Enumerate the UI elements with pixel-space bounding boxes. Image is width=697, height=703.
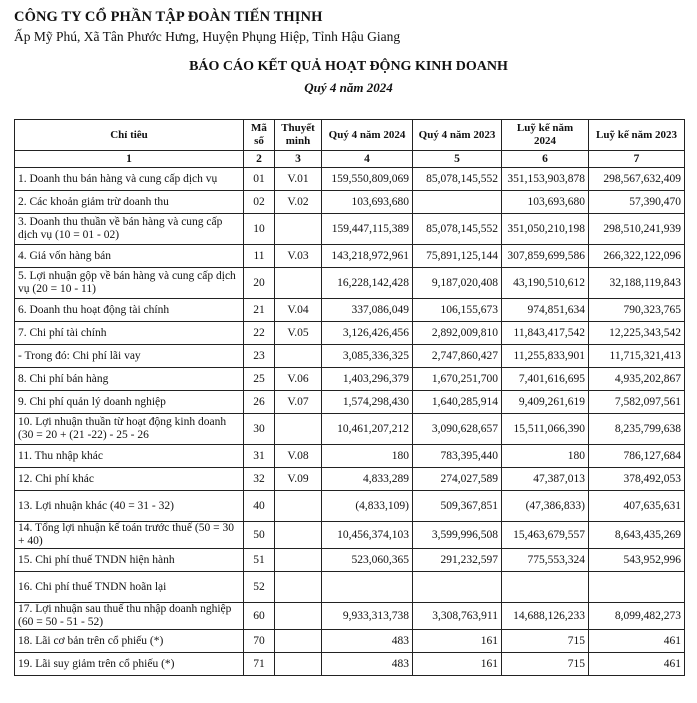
table-row — [15, 191, 685, 214]
row-label: 9. Chi phí quản lý doanh nghiệp — [15, 391, 244, 414]
row-ytd-2024: 103,693,680 — [502, 191, 589, 214]
row-label: 1. Doanh thu bán hàng và cung cấp dịch vụ — [15, 168, 244, 191]
row-code: 11 — [244, 245, 275, 268]
col-number: 4 — [322, 151, 413, 168]
table-row — [15, 214, 685, 245]
row-q4-2024: 483 — [322, 653, 413, 676]
row-q4-2024: 159,550,809,069 — [322, 168, 413, 191]
row-q4-2024: 523,060,365 — [322, 549, 413, 572]
col-number: 2 — [244, 151, 275, 168]
row-q4-2023: 3,308,763,911 — [413, 603, 502, 630]
row-ytd-2024: 15,463,679,557 — [502, 522, 589, 549]
col-header-ytd-2023: Luỹ kế năm 2023 — [589, 120, 685, 151]
row-note: V.07 — [275, 391, 322, 414]
row-label: 14. Tổng lợi nhuận kế toán trước thuế (50 = 30 + 40) — [15, 522, 244, 549]
row-q4-2023: 1,670,251,700 — [413, 368, 502, 391]
row-q4-2024: 10,461,207,212 — [322, 414, 413, 445]
row-note — [275, 522, 322, 549]
row-code: 21 — [244, 299, 275, 322]
row-code: 31 — [244, 445, 275, 468]
row-q4-2023: 783,395,440 — [413, 445, 502, 468]
row-ytd-2023: 32,188,119,843 — [589, 268, 685, 299]
report-period: Quý 4 năm 2024 — [304, 80, 393, 95]
row-ytd-2024: 715 — [502, 653, 589, 676]
row-code: 23 — [244, 345, 275, 368]
table-row — [15, 414, 685, 445]
row-note: V.06 — [275, 368, 322, 391]
col-header-q4-2024: Quý 4 năm 2024 — [322, 120, 413, 151]
table-row — [15, 299, 685, 322]
row-q4-2023: 291,232,597 — [413, 549, 502, 572]
row-note: V.08 — [275, 445, 322, 468]
row-ytd-2023: 378,492,053 — [589, 468, 685, 491]
row-note: V.01 — [275, 168, 322, 191]
row-q4-2024: 9,933,313,738 — [322, 603, 413, 630]
table-row — [15, 168, 685, 191]
row-note — [275, 214, 322, 245]
row-code: 10 — [244, 214, 275, 245]
row-q4-2024: (4,833,109) — [322, 491, 413, 522]
row-ytd-2024: 715 — [502, 630, 589, 653]
row-ytd-2023: 8,099,482,273 — [589, 603, 685, 630]
table-row — [15, 572, 685, 603]
row-note — [275, 414, 322, 445]
row-label: 19. Lãi suy giảm trên cổ phiếu (*) — [15, 653, 244, 676]
row-code: 01 — [244, 168, 275, 191]
table-row — [15, 268, 685, 299]
row-ytd-2023: 407,635,631 — [589, 491, 685, 522]
row-ytd-2024: 14,688,126,233 — [502, 603, 589, 630]
row-q4-2024: 1,574,298,430 — [322, 391, 413, 414]
row-q4-2023: 75,891,125,144 — [413, 245, 502, 268]
table-row — [15, 391, 685, 414]
row-code: 20 — [244, 268, 275, 299]
row-label: 7. Chi phí tài chính — [15, 322, 244, 345]
row-label: 2. Các khoản giảm trừ doanh thu — [15, 191, 244, 214]
row-label: 10. Lợi nhuận thuần từ hoạt động kinh doanh (30 = 20 + (21 -22) - 25 - 26 — [15, 414, 244, 445]
row-q4-2023: 9,187,020,408 — [413, 268, 502, 299]
col-header-q4-2023: Quý 4 năm 2023 — [413, 120, 502, 151]
row-ytd-2023: 7,582,097,561 — [589, 391, 685, 414]
row-code: 30 — [244, 414, 275, 445]
row-label: 17. Lợi nhuận sau thuế thu nhập doanh nghiệp (60 = 50 - 51 - 52) — [15, 603, 244, 630]
row-note: V.03 — [275, 245, 322, 268]
table-row — [15, 630, 685, 653]
row-ytd-2024: 9,409,261,619 — [502, 391, 589, 414]
table-row — [15, 322, 685, 345]
table-row — [15, 245, 685, 268]
company-name: CÔNG TY CỔ PHẦN TẬP ĐOÀN TIẾN THỊNH — [14, 9, 323, 25]
row-ytd-2024: 351,153,903,878 — [502, 168, 589, 191]
row-code: 70 — [244, 630, 275, 653]
table-row — [15, 368, 685, 391]
row-ytd-2024: 11,843,417,542 — [502, 322, 589, 345]
table-row — [15, 603, 685, 630]
row-q4-2023 — [413, 191, 502, 214]
row-q4-2023: 161 — [413, 630, 502, 653]
row-label: 12. Chi phí khác — [15, 468, 244, 491]
table-row — [15, 522, 685, 549]
row-q4-2024: 16,228,142,428 — [322, 268, 413, 299]
row-q4-2024: 159,447,115,389 — [322, 214, 413, 245]
row-label: - Trong đó: Chi phí lãi vay — [15, 345, 244, 368]
row-label: 15. Chi phí thuế TNDN hiện hành — [15, 549, 244, 572]
row-label: 5. Lợi nhuận gộp về bán hàng và cung cấp dịch vụ (20 = 10 - 11) — [15, 268, 244, 299]
row-ytd-2023: 461 — [589, 653, 685, 676]
row-q4-2023: 106,155,673 — [413, 299, 502, 322]
row-q4-2023 — [413, 572, 502, 603]
col-number: 3 — [275, 151, 322, 168]
table-body — [15, 168, 685, 676]
row-ytd-2023: 266,322,122,096 — [589, 245, 685, 268]
row-q4-2024: 4,833,289 — [322, 468, 413, 491]
row-note — [275, 603, 322, 630]
row-code: 51 — [244, 549, 275, 572]
row-ytd-2023: 790,323,765 — [589, 299, 685, 322]
row-q4-2023: 2,892,009,810 — [413, 322, 502, 345]
row-code: 26 — [244, 391, 275, 414]
row-ytd-2024: 180 — [502, 445, 589, 468]
row-code: 02 — [244, 191, 275, 214]
row-ytd-2023: 461 — [589, 630, 685, 653]
row-note — [275, 345, 322, 368]
row-label: 16. Chi phí thuế TNDN hoãn lại — [15, 572, 244, 603]
row-ytd-2024: 775,553,324 — [502, 549, 589, 572]
row-label: 4. Giá vốn hàng bán — [15, 245, 244, 268]
row-note — [275, 572, 322, 603]
row-note: V.04 — [275, 299, 322, 322]
row-q4-2024: 143,218,972,961 — [322, 245, 413, 268]
row-q4-2023: 274,027,589 — [413, 468, 502, 491]
row-label: 18. Lãi cơ bản trên cổ phiếu (*) — [15, 630, 244, 653]
row-note — [275, 268, 322, 299]
row-code: 52 — [244, 572, 275, 603]
company-address: Ấp Mỹ Phú, Xã Tân Phước Hưng, Huyện Phụng Hiệp, Tỉnh Hậu Giang — [14, 29, 401, 44]
row-ytd-2023: 57,390,470 — [589, 191, 685, 214]
row-ytd-2023 — [589, 572, 685, 603]
table-row — [15, 549, 685, 572]
row-note — [275, 491, 322, 522]
row-q4-2023: 2,747,860,427 — [413, 345, 502, 368]
col-number: 1 — [15, 151, 244, 168]
row-ytd-2023: 543,952,996 — [589, 549, 685, 572]
col-header-note: Thuyết minh — [275, 120, 322, 151]
col-number: 7 — [589, 151, 685, 168]
row-code: 32 — [244, 468, 275, 491]
row-ytd-2023: 786,127,684 — [589, 445, 685, 468]
row-q4-2024 — [322, 572, 413, 603]
row-label: 8. Chi phí bán hàng — [15, 368, 244, 391]
row-q4-2023: 161 — [413, 653, 502, 676]
row-ytd-2024: 15,511,066,390 — [502, 414, 589, 445]
row-ytd-2023: 12,225,343,542 — [589, 322, 685, 345]
row-q4-2024: 3,085,336,325 — [322, 345, 413, 368]
row-note — [275, 549, 322, 572]
row-ytd-2023: 298,567,632,409 — [589, 168, 685, 191]
row-label: 6. Doanh thu hoạt động tài chính — [15, 299, 244, 322]
row-ytd-2024 — [502, 572, 589, 603]
row-ytd-2023: 4,935,202,867 — [589, 368, 685, 391]
row-code: 60 — [244, 603, 275, 630]
row-code: 22 — [244, 322, 275, 345]
income-statement-table — [14, 119, 685, 676]
row-q4-2023: 509,367,851 — [413, 491, 502, 522]
row-note: V.02 — [275, 191, 322, 214]
row-q4-2024: 483 — [322, 630, 413, 653]
row-code: 71 — [244, 653, 275, 676]
row-ytd-2024: (47,386,833) — [502, 491, 589, 522]
row-ytd-2024: 307,859,699,586 — [502, 245, 589, 268]
header-row — [15, 120, 685, 151]
table-row — [15, 445, 685, 468]
row-code: 25 — [244, 368, 275, 391]
col-number: 6 — [502, 151, 589, 168]
row-ytd-2024: 351,050,210,198 — [502, 214, 589, 245]
row-note: V.05 — [275, 322, 322, 345]
table-row — [15, 491, 685, 522]
row-label: 13. Lợi nhuận khác (40 = 31 - 32) — [15, 491, 244, 522]
col-header-code: Mã số — [244, 120, 275, 151]
row-note — [275, 653, 322, 676]
col-number: 5 — [413, 151, 502, 168]
row-q4-2023: 85,078,145,552 — [413, 168, 502, 191]
row-q4-2024: 103,693,680 — [322, 191, 413, 214]
report-title: BÁO CÁO KẾT QUẢ HOẠT ĐỘNG KINH DOANH — [189, 59, 508, 74]
row-q4-2023: 1,640,285,914 — [413, 391, 502, 414]
table-row — [15, 345, 685, 368]
row-q4-2024: 3,126,426,456 — [322, 322, 413, 345]
row-note: V.09 — [275, 468, 322, 491]
row-ytd-2023: 8,643,435,269 — [589, 522, 685, 549]
row-note — [275, 630, 322, 653]
row-q4-2023: 85,078,145,552 — [413, 214, 502, 245]
col-header-ytd-2024: Luỹ kế năm 2024 — [502, 120, 589, 151]
row-ytd-2024: 7,401,616,695 — [502, 368, 589, 391]
row-ytd-2024: 43,190,510,612 — [502, 268, 589, 299]
row-ytd-2024: 974,851,634 — [502, 299, 589, 322]
row-label: 11. Thu nhập khác — [15, 445, 244, 468]
column-number-row — [15, 151, 685, 168]
table-row — [15, 468, 685, 491]
row-q4-2024: 1,403,296,379 — [322, 368, 413, 391]
row-q4-2024: 337,086,049 — [322, 299, 413, 322]
row-ytd-2023: 11,715,321,413 — [589, 345, 685, 368]
row-ytd-2024: 11,255,833,901 — [502, 345, 589, 368]
row-q4-2023: 3,090,628,657 — [413, 414, 502, 445]
row-q4-2024: 10,456,374,103 — [322, 522, 413, 549]
row-ytd-2024: 47,387,013 — [502, 468, 589, 491]
row-code: 40 — [244, 491, 275, 522]
row-q4-2023: 3,599,996,508 — [413, 522, 502, 549]
table-row — [15, 653, 685, 676]
col-header-item: Chỉ tiêu — [15, 120, 244, 151]
row-code: 50 — [244, 522, 275, 549]
row-ytd-2023: 298,510,241,939 — [589, 214, 685, 245]
row-label: 3. Doanh thu thuần về bán hàng và cung cấp dịch vụ (10 = 01 - 02) — [15, 214, 244, 245]
row-q4-2024: 180 — [322, 445, 413, 468]
row-ytd-2023: 8,235,799,638 — [589, 414, 685, 445]
